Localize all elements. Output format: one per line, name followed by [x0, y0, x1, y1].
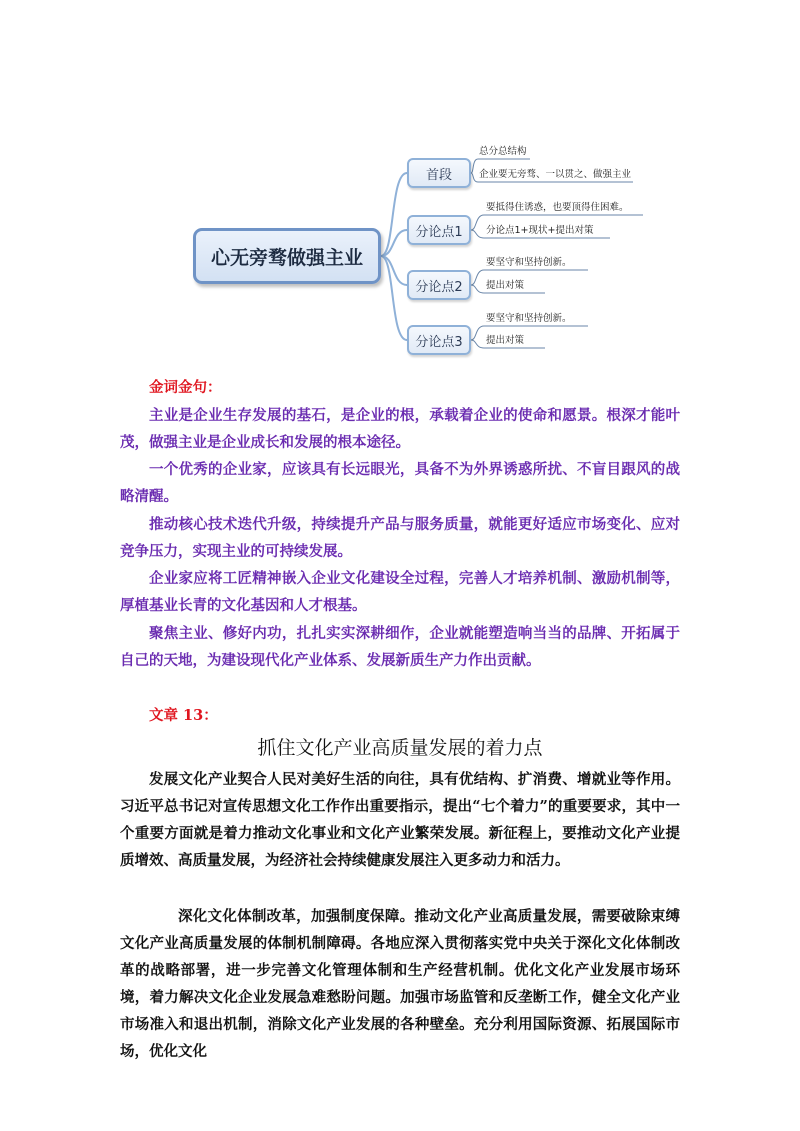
article-paragraph-2: 深化文化体制改革，加强制度保障。推动文化产业高质量发展，需要破除束缚文化产业高质量发展的体制机制障碍。各地应深入贯彻落实党中央关于深化文化体制改革的战略部署，进一步完善文化管理体制和生产经营机制。优化文化产业发展市场环境，着力解决文化企业发展急难愁盼问题。加强市场监管和反垄断工作，健全文化产业市场准入和退出机制，消除文化产业发展的各种壁垒。充分利用国际资源、拓展国际市场，优化文化 — [120, 908, 680, 1060]
quote-paragraph-1: 主业是企业生存发展的基石，是企业的根，承载着企业的使命和愿景。根深才能叶茂，做强主业是企业成长和发展的根本途径。 — [120, 407, 680, 451]
mind-map-connectors — [0, 0, 800, 380]
connector-branch-3 — [381, 256, 407, 340]
leaf-first-2: 企业要无旁骛、一以贯之、做强主业 — [479, 169, 632, 180]
leaf-first-1: 总分总结构 — [479, 146, 527, 157]
quote-paragraph-5: 聚焦主业、修好内功，扎扎实实深耕细作，企业就能塑造响当当的品牌、开拓属于自己的天地，为建设现代化产业体系、发展新质生产力作出贡献。 — [120, 625, 680, 669]
leaf-point2-2: 提出对策 — [486, 280, 525, 291]
quote-paragraph-4: 企业家应将工匠精神嵌入企业文化建设全过程，完善人才培养机制、激励机制等，厚植基业长青的文化基因和人才根基。 — [120, 570, 680, 614]
leaf-point3-2: 提出对策 — [486, 335, 525, 346]
article-label: 文章 13： — [149, 707, 218, 724]
leaf-point2-1: 要坚守和坚持创新。 — [486, 257, 572, 268]
leaf-point3-1: 要坚守和坚持创新。 — [486, 313, 572, 324]
branch-point-1: 分论点1 — [407, 215, 471, 245]
mind-map-root: 心无旁骛做强主业 — [193, 228, 381, 284]
leaf-point1-2: 分论点1+现状+提出对策 — [486, 225, 594, 236]
article-title: 抓住文化产业高质量发展的着力点 — [257, 737, 543, 759]
quote-paragraph-2: 一个优秀的企业家，应该具有长远眼光，具备不为外界诱惑所扰、不盲目跟风的战略清醒。 — [120, 461, 680, 505]
article-paragraph-1: 发展文化产业契合人民对美好生活的向往，具有优结构、扩消费、增就业等作用。习近平总书记对宣传思想文化工作作出重要指示，提出“七个着力”的重要要求，其中一个重要方面就是着力推动文化事业和文化产业繁荣发展。新征程上，要推动文化产业提质增效、高质量发展，为经济社会持续健康发展注入更多动力和活力。 — [120, 771, 680, 869]
mind-map — [0, 0, 800, 380]
quote-paragraph-3: 推动核心技术迭代升级，持续提升产品与服务质量，就能更好适应市场变化、应对竞争压力，实现主业的可持续发展。 — [120, 516, 680, 560]
quotes-heading: 金词金句： — [149, 379, 222, 396]
branch-point-3: 分论点3 — [407, 325, 471, 355]
branch-point-2: 分论点2 — [407, 270, 471, 300]
branch-first-paragraph: 首段 — [407, 158, 471, 188]
leaf-point1-1: 要抵得住诱惑，也要顶得住困难。 — [486, 202, 629, 213]
